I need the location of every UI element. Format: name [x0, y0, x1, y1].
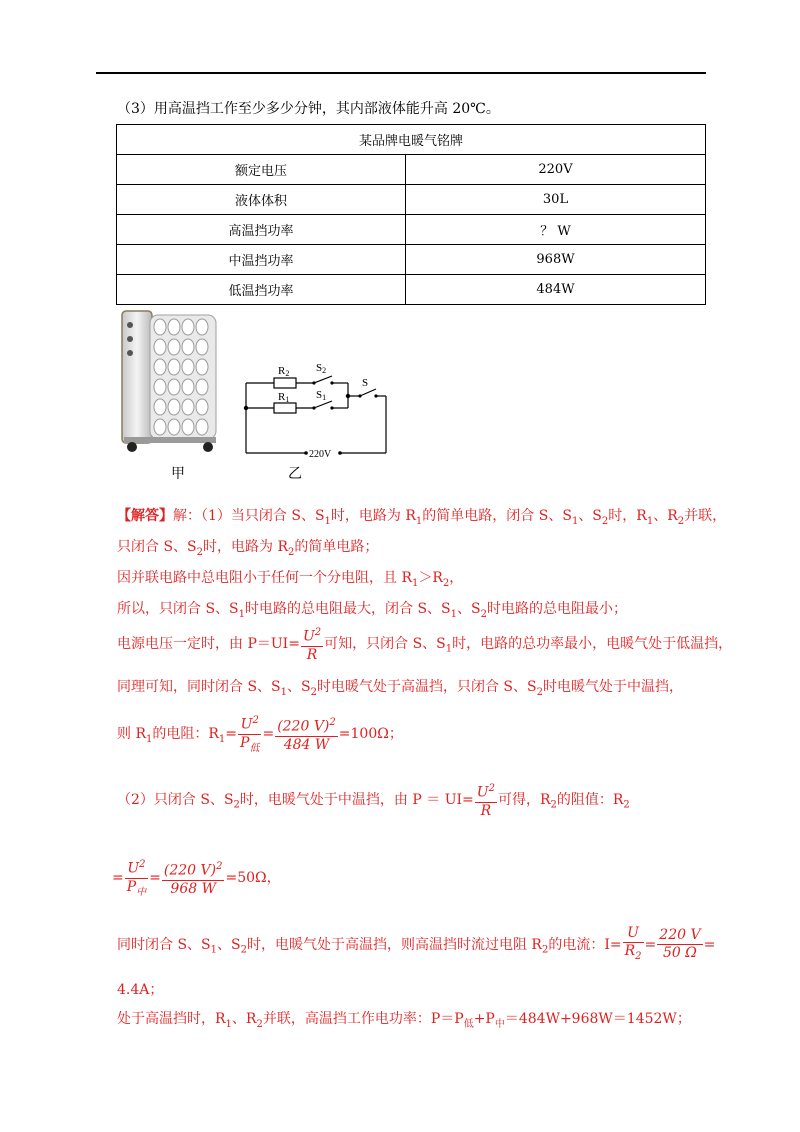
circuit-diagram: [236, 358, 396, 458]
spec-table-title: 某品牌电暖气铭牌: [117, 125, 706, 155]
fraction-u2-over-r: $\frac{U^2}{R}$: [301, 624, 323, 664]
circuit-caption: 乙: [288, 466, 302, 482]
fraction-u2-over-pmid: $\frac{U^2}{P_中}$: [125, 856, 148, 900]
svg-text:S1: S1: [316, 389, 327, 402]
table-row: 高温挡功率 ？ W: [117, 215, 706, 245]
fraction-u-over-r2: $\frac{U}{R_2}$: [624, 925, 642, 962]
solution-line-6: 同理可知，同时闭合 S、$S_1$、$S_2$时电暖气处于高温挡，只闭合 S、$S_2$时电暖气处于中温挡，: [117, 679, 683, 698]
svg-text:R2: R2: [278, 365, 290, 378]
label-r2: R: [278, 365, 286, 377]
solution-line-3: 因并联电路中总电阻小于任何一个分电阻，且 $R_1>R_2$，: [117, 570, 464, 589]
heater-caption: 甲: [171, 466, 185, 482]
solution-line-7: 则 $R_1$的电阻：$R_1=$ $\frac{U^2}{P_低}$ = $\frac{(220 V)^2}{484 W}$ =100Ω；: [117, 712, 403, 756]
solution-line-10: 同时闭合 S、$S_1$、$S_2$时，电暖气处于高温挡，则高温挡时流过电阻 $R_2$的电流：I= $\frac{U}{R_2}$ = $\frac{220 V}{50 \Omega}$ =: [117, 925, 715, 965]
fraction-u2-over-plow: $\frac{U^2}{P_低}$: [238, 712, 261, 756]
solution-label: 【解答】: [117, 508, 173, 524]
table-row: 液体体积 30L: [117, 185, 706, 215]
solution-line-11: 4.4A；: [117, 982, 164, 998]
label-s1: S: [316, 389, 323, 401]
question-3: （3）用高温挡工作至少多少分钟，其内部液体能升高 20℃。: [117, 101, 500, 117]
solution-line-12: 处于高温挡时，$R_1$、$R_2$并联，高温挡工作电功率：$P=P_低+P_中=484W+968W=1452W$；: [117, 1011, 691, 1030]
svg-text:S2: S2: [316, 362, 327, 375]
solution-line-9: = $\frac{U^2}{P_中}$ = $\frac{(220 V)^2}{968 W}$ =50Ω，: [112, 856, 281, 900]
heater-image: [116, 305, 226, 455]
fraction-220-over-50: $\frac{220 V}{50 \Omega}$: [659, 927, 701, 962]
svg-text:R1: R1: [278, 391, 290, 404]
solution-line-8: （2）只闭合 S、$S_2$时，电暖气处于中温挡，由 P ＝ UI= $\frac{U^2}{R}$ 可得，$R_2$的阻值：$R_2$: [117, 780, 630, 820]
header-rule: [96, 72, 706, 74]
spec-table: [116, 124, 706, 305]
table-row: 额定电压 220V: [117, 155, 706, 185]
fraction-220-over-484: $\frac{(220 V)^2}{484 W}$: [275, 714, 338, 754]
label-source: 220V: [309, 449, 332, 458]
fraction-220-over-968: $\frac{(220 V)^2}{968 W}$: [162, 858, 225, 898]
solution-line-5: 电源电压一定时，由 P＝UI= $\frac{U^2}{R}$ 可知，只闭合 S、$S_1$时，电路的总功率最小，电暖气处于低温挡，: [117, 624, 732, 664]
table-row: 中温挡功率 968W: [117, 245, 706, 275]
fraction-u2-over-r-2: $\frac{U^2}{R}$: [475, 780, 497, 820]
solution-line-1: 【解答】解：（1）当只闭合 S、$S_1$时，电路为 $R_1$的简单电路，闭合 S、$S_1$、$S_2$时，$R_1$、$R_2$并联，: [117, 508, 727, 527]
solution-line-4: 所以，只闭合 S、$S_1$时电路的总电阻最大，闭合 S、$S_1$、$S_2$时电路的总电阻最小；: [117, 601, 627, 620]
solution-line-2: 只闭合 S、$S_2$时，电路为 $R_2$的简单电路；: [117, 539, 379, 558]
label-s: S: [362, 377, 369, 389]
table-row: 低温挡功率 484W: [117, 275, 706, 305]
label-s2: S: [316, 362, 323, 374]
label-r1: R: [278, 391, 286, 403]
